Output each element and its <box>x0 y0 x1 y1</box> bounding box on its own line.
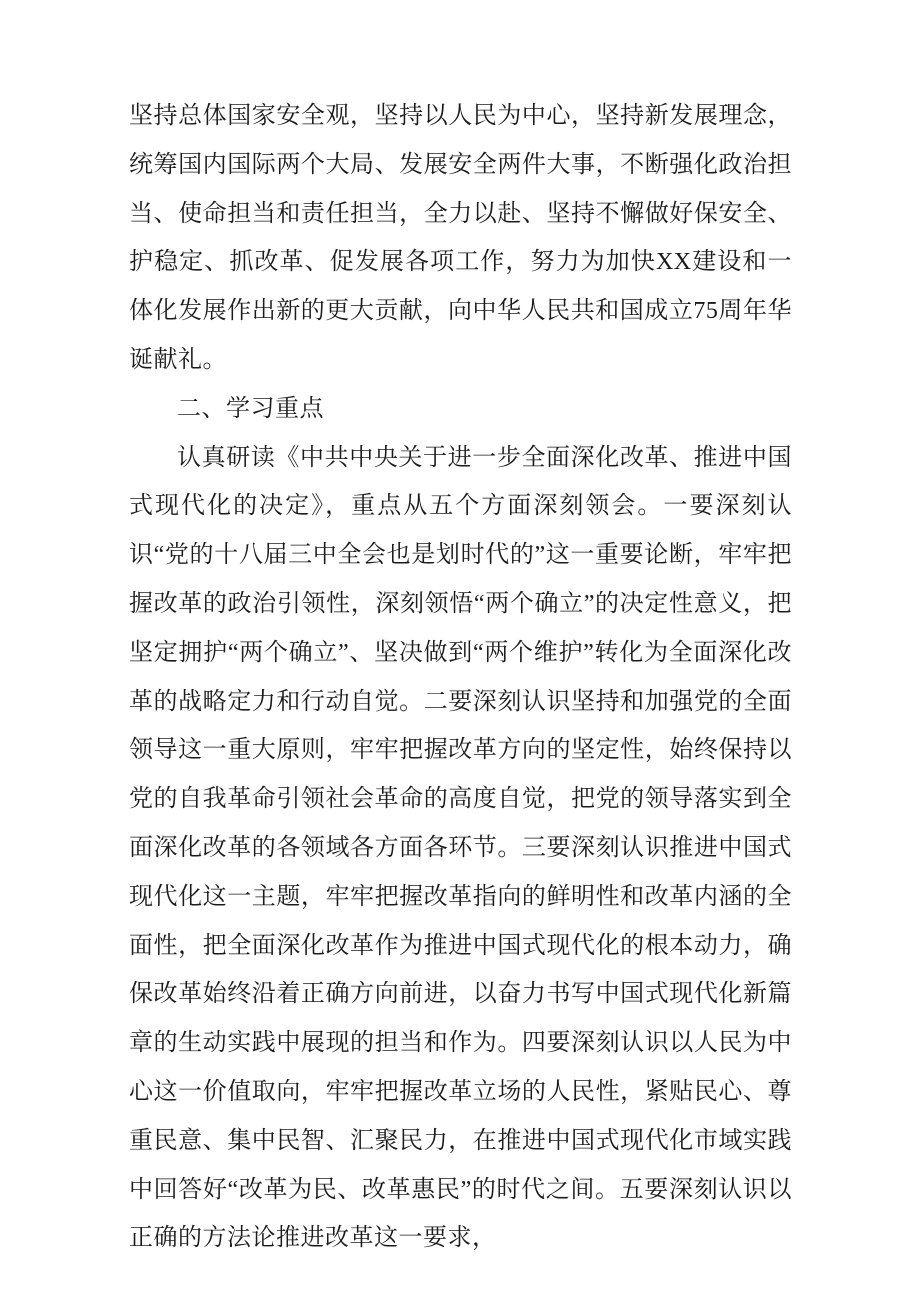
section-heading: 二、学习重点 <box>177 395 324 422</box>
paragraph-continuation: 坚持总体国家安全观，坚持以人民为中心，坚持新发展理念，统筹国内国际两个大局、发展安全两件大事，不断强化政治担当、使命担当和责任担当，全力以赴、坚持不懈做好保安全、护稳定、抓改革、促发展各项工作，努力为加快XX建设和一体化发展作出新的更大贡献，向中华人民共和国成立75周年华诞献礼。 <box>129 103 792 373</box>
paragraph-study-points: 认真研读《中共中央关于进一步全面深化改革、推进中国式现代化的决定》，重点从五个方面深刻领会。一要深刻认识“党的十八届三中全会也是划时代的”这一重要论断，牢牢把握改革的政治引领性，深刻领悟“两个确立”的决定性意义，把坚定拥护“两个确立”、坚决做到“两个维护”转化为全面深化改革的战略定力和行动自觉。二要深刻认识坚持和加强党的全面领导这一重大原则，牢牢把握改革方向的坚定性，始终保持以党的自我革命引领社会革命的高度自觉，把党的领导落实到全面深化改革的各领域各方面各环节。三要深刻认识推进中国式现代化这一主题，牢牢把握改革指向的鲜明性和改革内涵的全面性，把全面深化改革作为推进中国式现代化的根本动力，确保改革始终沿着正确方向前进，以奋力书写中国式现代化新篇章的生动实践中展现的担当和作为。四要深刻认识以人民为中心这一价值取向，牢牢把握改革立场的人民性，紧贴民心、尊重民意、集中民智、汇聚民力，在推进中国式现代化市域实践中回答好“改革为民、改革惠民”的时代之间。五要深刻认识以正确的方法论推进改革这一要求， <box>129 444 792 1252</box>
